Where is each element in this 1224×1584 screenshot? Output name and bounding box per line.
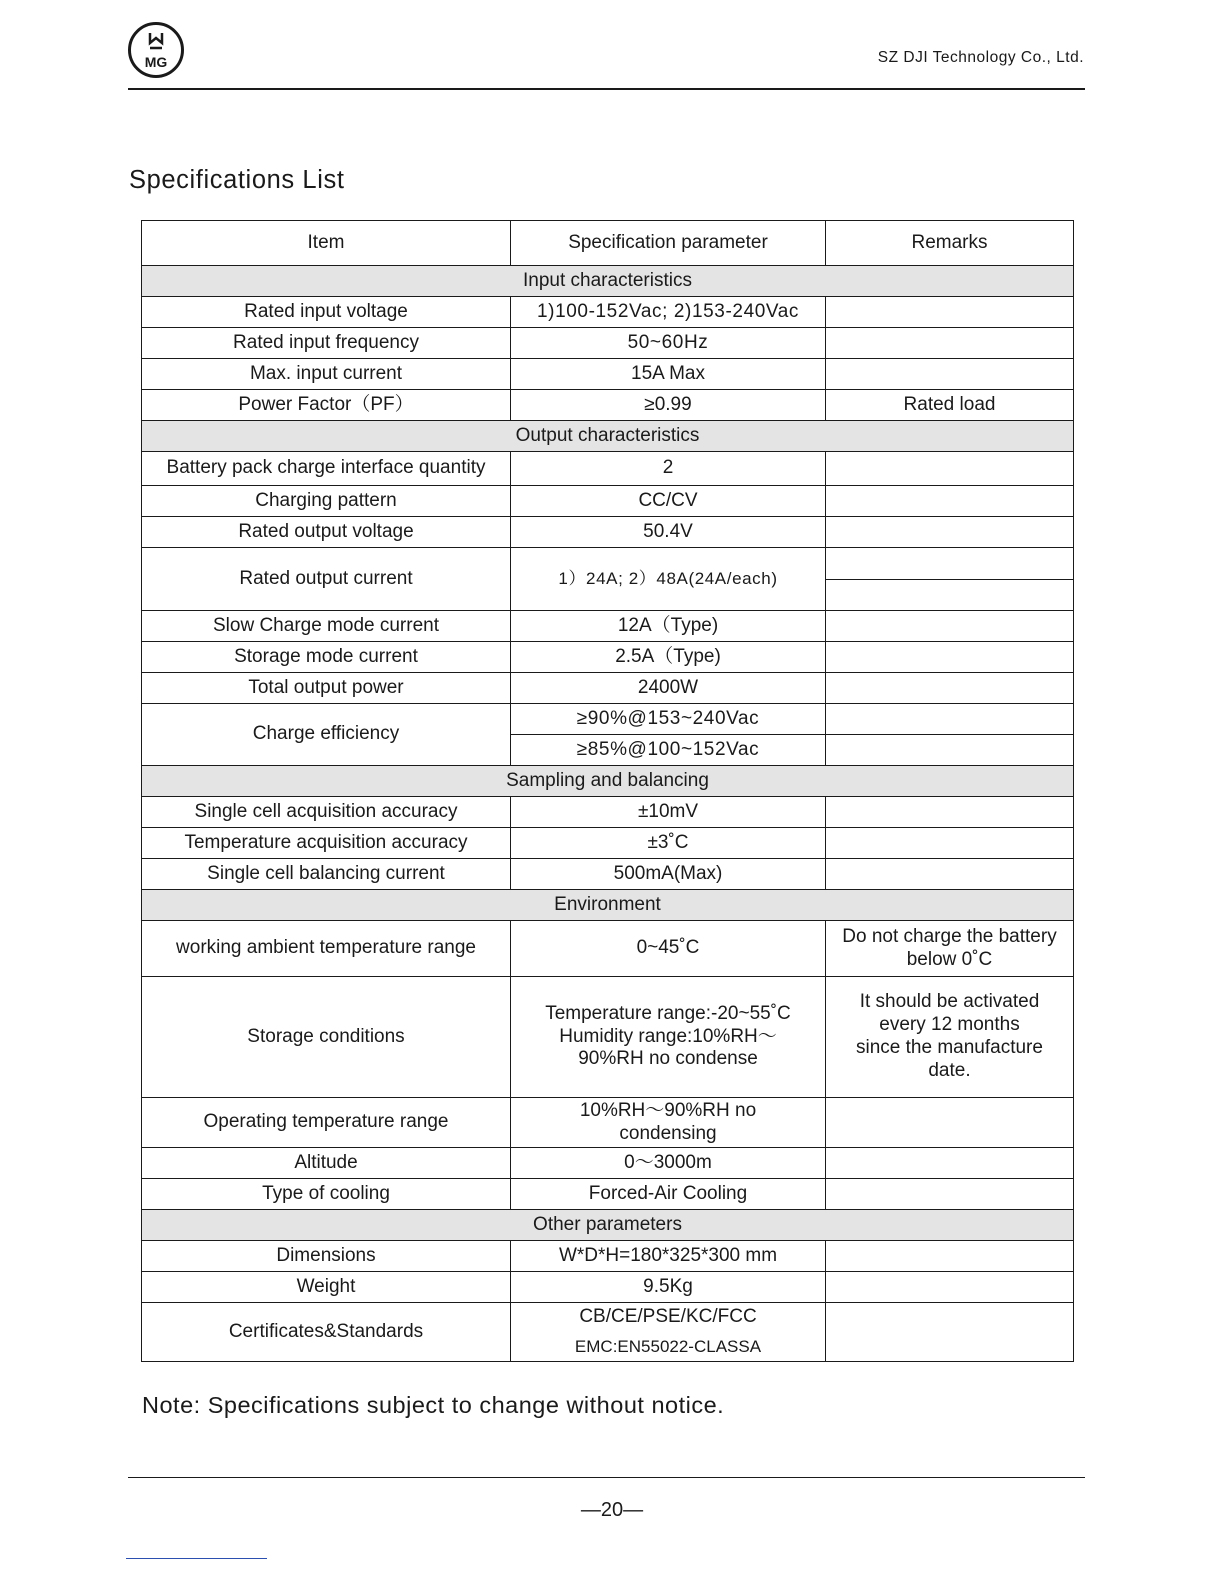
cell-item: Battery pack charge interface quantity — [142, 452, 511, 486]
cell-item: Type of cooling — [142, 1179, 511, 1210]
cell-remark-empty — [826, 579, 1074, 611]
footer-divider — [128, 1477, 1085, 1478]
cell-item: Certificates&Standards — [142, 1303, 511, 1362]
table-row — [142, 1272, 1074, 1303]
section-sampling: Sampling and balancing — [142, 766, 1074, 797]
cell-spec: 2.5A（Type) — [511, 642, 826, 673]
table-row — [142, 828, 1074, 859]
cell-spec: Forced-Air Cooling — [511, 1179, 826, 1210]
section-input: Input characteristics — [142, 266, 1074, 297]
cell-remark — [826, 828, 1074, 859]
cell-remark — [826, 1272, 1074, 1303]
company-name: SZ DJI Technology Co., Ltd. — [877, 49, 1084, 66]
cell-remark — [826, 548, 1074, 580]
cell-remark — [826, 359, 1074, 390]
table-row — [142, 359, 1074, 390]
section-row — [142, 890, 1074, 921]
cell-remark — [826, 1179, 1074, 1210]
cell-spec: 0~45˚C — [511, 921, 826, 977]
cell-item: Max. input current — [142, 359, 511, 390]
cell-remark — [826, 328, 1074, 359]
cell-item: Operating temperature range — [142, 1098, 511, 1148]
cell-remark — [826, 1241, 1074, 1272]
link-underline — [126, 1558, 267, 1559]
cell-item: Slow Charge mode current — [142, 611, 511, 642]
cell-remark — [826, 673, 1074, 704]
cell-remark — [826, 642, 1074, 673]
cell-item: Power Factor（PF） — [142, 390, 511, 421]
table-row — [142, 642, 1074, 673]
table-row — [142, 797, 1074, 828]
cell-remark — [826, 1303, 1074, 1362]
cell-spec: 2400W — [511, 673, 826, 704]
specifications-table — [141, 220, 1074, 1362]
cell-spec: ±10mV — [511, 797, 826, 828]
cell-item: Charge efficiency — [142, 704, 511, 766]
cell-remark — [826, 486, 1074, 517]
cell-item: Dimensions — [142, 1241, 511, 1272]
cell-remark — [826, 452, 1074, 486]
cell-remark: Rated load — [826, 390, 1074, 421]
section-row — [142, 1210, 1074, 1241]
page-number: —20— — [580, 1499, 644, 1521]
table-row — [142, 328, 1074, 359]
cell-item: Rated input frequency — [142, 328, 511, 359]
cell-remark — [826, 859, 1074, 890]
cell-spec: 2 — [511, 452, 826, 486]
table-row — [142, 1148, 1074, 1179]
cell-remark: Do not charge the battery below 0˚C — [826, 921, 1074, 977]
cell-item: Storage mode current — [142, 642, 511, 673]
cell-remark-empty — [826, 704, 1074, 735]
table-row — [142, 977, 1074, 1098]
cert-list: CB/CE/PSE/KC/FCC — [579, 1306, 757, 1328]
cell-spec: 1)100-152Vac; 2)153-240Vac — [511, 297, 826, 328]
cell-item: Temperature acquisition accuracy — [142, 828, 511, 859]
table-row — [142, 517, 1074, 548]
cell-spec: 50.4V — [511, 517, 826, 548]
cell-item: Rated output voltage — [142, 517, 511, 548]
column-header-item: Item — [142, 221, 511, 266]
cell-spec: ≥90%@153~240Vac — [511, 704, 826, 735]
table-row — [142, 1098, 1074, 1148]
table-row — [142, 1179, 1074, 1210]
cell-spec: ±3˚C — [511, 828, 826, 859]
cell-spec: ≥85%@100~152Vac — [511, 735, 826, 766]
page-title: Specifications List — [129, 166, 345, 194]
table-row — [142, 452, 1074, 486]
logo-text: MG — [144, 54, 168, 70]
cell-remark — [826, 517, 1074, 548]
cell-item: Single cell balancing current — [142, 859, 511, 890]
cell-item: Single cell acquisition accuracy — [142, 797, 511, 828]
cell-item: Altitude — [142, 1148, 511, 1179]
section-other: Other parameters — [142, 1210, 1074, 1241]
cell-spec: ≥0.99 — [511, 390, 826, 421]
cell-item: Storage conditions — [142, 977, 511, 1098]
company-logo — [128, 22, 184, 78]
cell-remark-empty — [826, 735, 1074, 766]
cell-item: Charging pattern — [142, 486, 511, 517]
cell-remark — [826, 611, 1074, 642]
table-row — [142, 1241, 1074, 1272]
table-row — [142, 486, 1074, 517]
section-row — [142, 266, 1074, 297]
table-row — [142, 390, 1074, 421]
cell-spec: W*D*H=180*325*300 mm — [511, 1241, 826, 1272]
cell-item: Weight — [142, 1272, 511, 1303]
cell-spec: 50~60Hz — [511, 328, 826, 359]
cell-spec: 15A Max — [511, 359, 826, 390]
cell-spec: 0～3000m — [511, 1148, 826, 1179]
cell-spec: CC/CV — [511, 486, 826, 517]
cell-remark — [826, 1148, 1074, 1179]
footnote: Note: Specifications subject to change without notice. — [142, 1392, 725, 1418]
cell-spec: Temperature range:-20~55˚C Humidity range:10%RH～ 90%RH no condense — [511, 977, 826, 1098]
cell-item: Rated input voltage — [142, 297, 511, 328]
cell-spec — [511, 1303, 826, 1362]
section-environment: Environment — [142, 890, 1074, 921]
table-row — [142, 921, 1074, 977]
cell-remark: It should be activated every 12 months since the manufacture date. — [826, 977, 1074, 1098]
table-row — [142, 859, 1074, 890]
section-output: Output characteristics — [142, 421, 1074, 452]
table-row — [142, 1303, 1074, 1362]
cell-spec: 10%RH～90%RH no condensing — [511, 1098, 826, 1148]
column-header-spec: Specification parameter — [511, 221, 826, 266]
table-row — [142, 548, 1074, 580]
table-row — [142, 704, 1074, 735]
table-row — [142, 297, 1074, 328]
cell-spec: 12A（Type) — [511, 611, 826, 642]
section-row — [142, 766, 1074, 797]
header-divider — [128, 88, 1085, 90]
cell-item: Total output power — [142, 673, 511, 704]
section-row — [142, 421, 1074, 452]
table-row — [142, 611, 1074, 642]
table-header-row — [142, 221, 1074, 266]
column-header-remarks: Remarks — [826, 221, 1074, 266]
emc-standard: EMC:EN55022-CLASSA — [574, 1337, 762, 1357]
logo-mark-icon — [131, 25, 181, 75]
cell-remark — [826, 797, 1074, 828]
cell-item: Rated output current — [142, 548, 511, 611]
cell-spec: 9.5Kg — [511, 1272, 826, 1303]
cell-remark — [826, 1098, 1074, 1148]
cell-remark — [826, 297, 1074, 328]
table-row — [142, 673, 1074, 704]
cell-item: working ambient temperature range — [142, 921, 511, 977]
cell-spec: 1）24A; 2）48A(24A/each) — [511, 548, 826, 611]
cell-spec: 500mA(Max) — [511, 859, 826, 890]
